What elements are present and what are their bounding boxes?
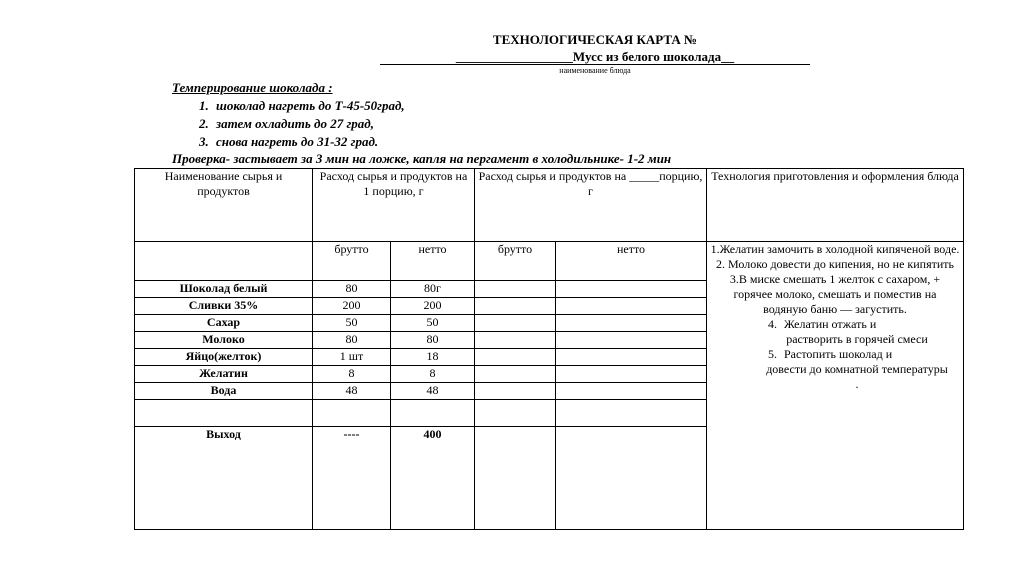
output-netto: 400 (391, 427, 475, 530)
header-technology: Технология приготовления и оформления блюда (707, 169, 964, 242)
tech-step-4 (780, 317, 960, 347)
empty-cell (391, 400, 475, 427)
row-brutto: 200 (313, 298, 391, 315)
row-netto-2 (556, 383, 707, 400)
row-netto: 80 (391, 332, 475, 349)
tempering-section (172, 79, 872, 151)
row-netto: 50 (391, 315, 475, 332)
tempering-step: 2. затем охладить до 27 град, (212, 115, 872, 133)
header-brutto-2: брутто (475, 242, 556, 281)
tech-step-4-line1: Желатин отжать и (784, 317, 877, 331)
empty-cell (313, 400, 391, 427)
row-brutto: 80 (313, 332, 391, 349)
row-name: Вода (135, 383, 313, 400)
row-brutto: 1 шт (313, 349, 391, 366)
row-netto-2 (556, 366, 707, 383)
tech-dot: . (855, 377, 859, 391)
row-netto: 200 (391, 298, 475, 315)
row-brutto-2 (475, 366, 556, 383)
row-brutto: 80 (313, 281, 391, 298)
row-brutto: 8 (313, 366, 391, 383)
recipe-table (134, 168, 964, 530)
tech-step-1: 1.Желатин замочить в холодной кипяченой воде. (710, 242, 960, 256)
dish-name: __________________Мусс из белого шоколада__ (455, 49, 735, 64)
tech-step-5-line2: довести до комнатной температуры (766, 362, 948, 376)
header-consumption-n: Расход сырья и продуктов на _____порцию, г (475, 169, 707, 242)
tempering-step: 3. снова нагреть до 31-32 град. (212, 133, 872, 151)
empty-cell (475, 400, 556, 427)
tempering-check: Проверка- застывает за 3 мин на ложке, капля на пергамент в холодильнике- 1-2 мин (172, 151, 672, 166)
output-label: Выход (135, 427, 313, 530)
output-netto-2 (556, 427, 707, 530)
empty-cell (135, 400, 313, 427)
tempering-steps (172, 97, 872, 151)
row-name: Молоко (135, 332, 313, 349)
row-netto: 80г (391, 281, 475, 298)
header-name-cont (135, 242, 313, 281)
row-brutto-2 (475, 349, 556, 366)
empty-cell (556, 400, 707, 427)
row-netto-2 (556, 332, 707, 349)
technology-cell (707, 242, 964, 530)
row-name: Сливки 35% (135, 298, 313, 315)
row-brutto-2 (475, 281, 556, 298)
row-name: Яйцо(желток) (135, 349, 313, 366)
row-netto-2 (556, 281, 707, 298)
tech-step-5-line1: Растопить шоколад и (784, 347, 893, 361)
header-name: Наименование сырья и продуктов (135, 169, 313, 242)
output-brutto-2 (475, 427, 556, 530)
header-consumption-1: Расход сырья и продуктов на 1 порцию, г (313, 169, 475, 242)
tech-step-2: 2. Молоко довести до кипения, но не кипятить (716, 257, 954, 271)
row-netto: 18 (391, 349, 475, 366)
row-name: Шоколад белый (135, 281, 313, 298)
tech-step-5 (766, 347, 960, 392)
tech-steps-list (710, 317, 960, 392)
row-netto-2 (556, 315, 707, 332)
row-netto-2 (556, 349, 707, 366)
card-title: ТЕХНОЛОГИЧЕСКАЯ КАРТА № (492, 32, 698, 47)
row-brutto: 50 (313, 315, 391, 332)
header-netto: нетто (391, 242, 475, 281)
tempering-step: 1. шоколад нагреть до Т-45-50град, (212, 97, 872, 115)
header-brutto: брутто (313, 242, 391, 281)
tech-step-4-line2: растворить в горячей смеси (786, 332, 928, 346)
row-brutto: 48 (313, 383, 391, 400)
dish-underline (380, 64, 810, 65)
dish-caption: наименование блюда (559, 66, 631, 75)
tech-step-3: 3.В миске смешать 1 желток с сахаром, + горячее молоко, смешать и поместив на водяную баню — загустить. (729, 272, 941, 316)
row-name: Сахар (135, 315, 313, 332)
tempering-heading: Темперирование шоколада : (172, 80, 333, 95)
row-brutto-2 (475, 383, 556, 400)
row-name: Желатин (135, 366, 313, 383)
row-brutto-2 (475, 315, 556, 332)
row-brutto-2 (475, 332, 556, 349)
header-netto-2: нетто (556, 242, 707, 281)
row-brutto-2 (475, 298, 556, 315)
row-netto: 8 (391, 366, 475, 383)
row-netto: 48 (391, 383, 475, 400)
row-netto-2 (556, 298, 707, 315)
output-brutto: ---- (313, 427, 391, 530)
